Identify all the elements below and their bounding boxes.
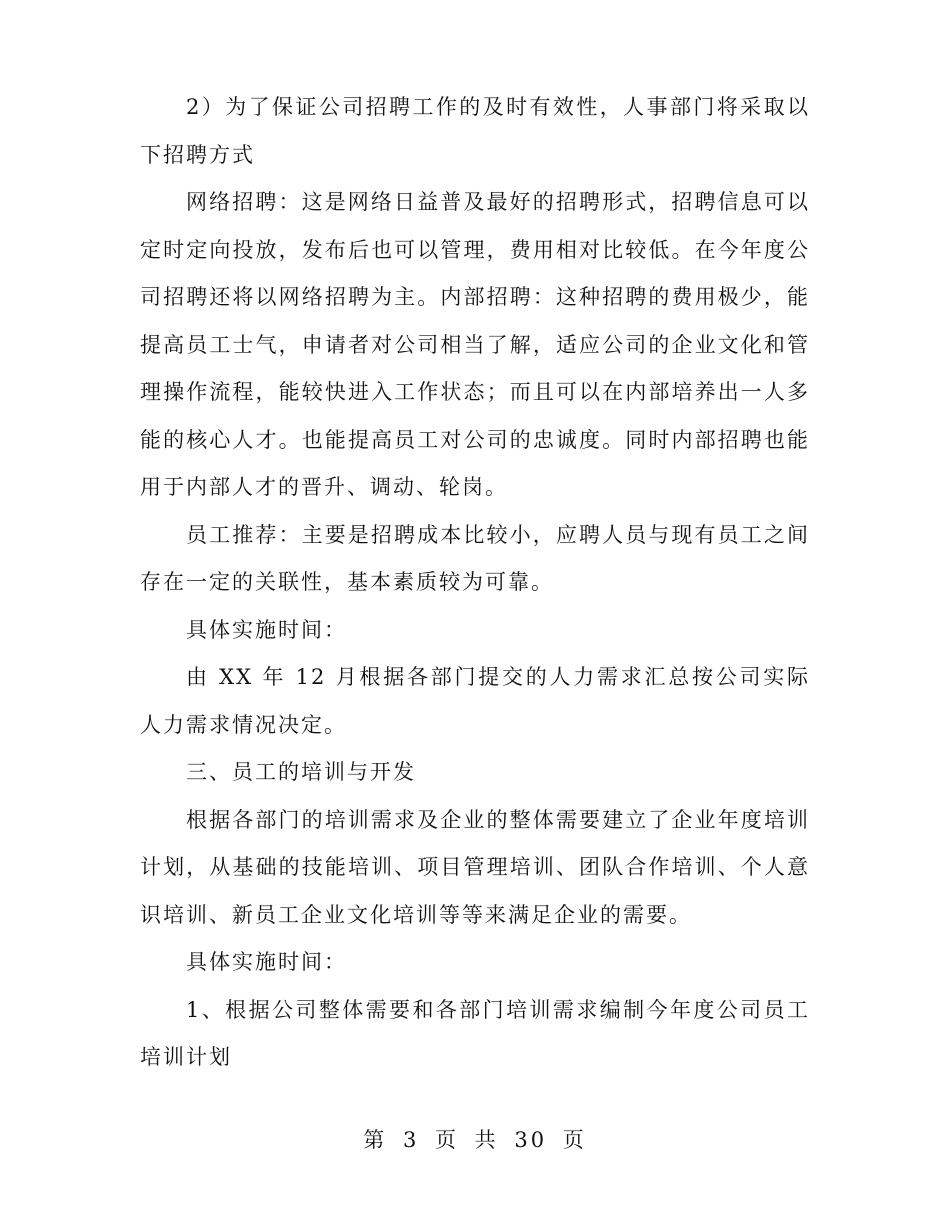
section-heading-training-development: 三、员工的培训与开发 [186, 760, 416, 784]
paragraph-training-plan-step-1: 1、根据公司整体需要和各部门培训需求编制今年度公司员工培训计划 [140, 997, 810, 1069]
document-body [140, 84, 810, 1082]
paragraph-implementation-time-heading: 具体实施时间： [186, 617, 347, 642]
paragraph-online-and-internal-recruitment: 网络招聘：这是网络日益普及最好的招聘形式，招聘信息可以定时定向投放，发布后也可以管理，费用相对比较低。在今年度公司招聘还将以网络招聘为主。内部招聘：这种招聘的费用极少，能提高员工士气，申请者对公司相当了解，适应公司的企业文化和管理操作流程，能较快进入工作状态；而且可以在内部培养出一人多能的核心人才。也能提高员工对公司的忠诚度。同时内部招聘也能用于内部人才的晋升、调动、轮岗。 [140, 190, 810, 499]
paragraph-recruitment-methods: 2）为了保证公司招聘工作的及时有效性，人事部门将采取以下招聘方式 [140, 95, 810, 167]
paragraph-training-plan: 根据各部门的培训需求及企业的整体需要建立了企业年度培训计划，从基础的技能培训、项目管理培训、团队合作培训、个人意识培训、新员工企业文化培训等等来满足企业的需要。 [140, 807, 810, 927]
paragraph-implementation-time-detail: 由 XX 年 12 月根据各部门提交的人力需求汇总按公司实际人力需求情况决定。 [140, 665, 810, 737]
page-number-footer: 第 3 页 共 30 页 [363, 1128, 587, 1152]
paragraph-training-time-heading: 具体实施时间： [186, 950, 347, 974]
paragraph-employee-referral: 员工推荐：主要是招聘成本比较小，应聘人员与现有员工之间存在一定的关联性，基本素质较为可靠。 [140, 522, 810, 594]
